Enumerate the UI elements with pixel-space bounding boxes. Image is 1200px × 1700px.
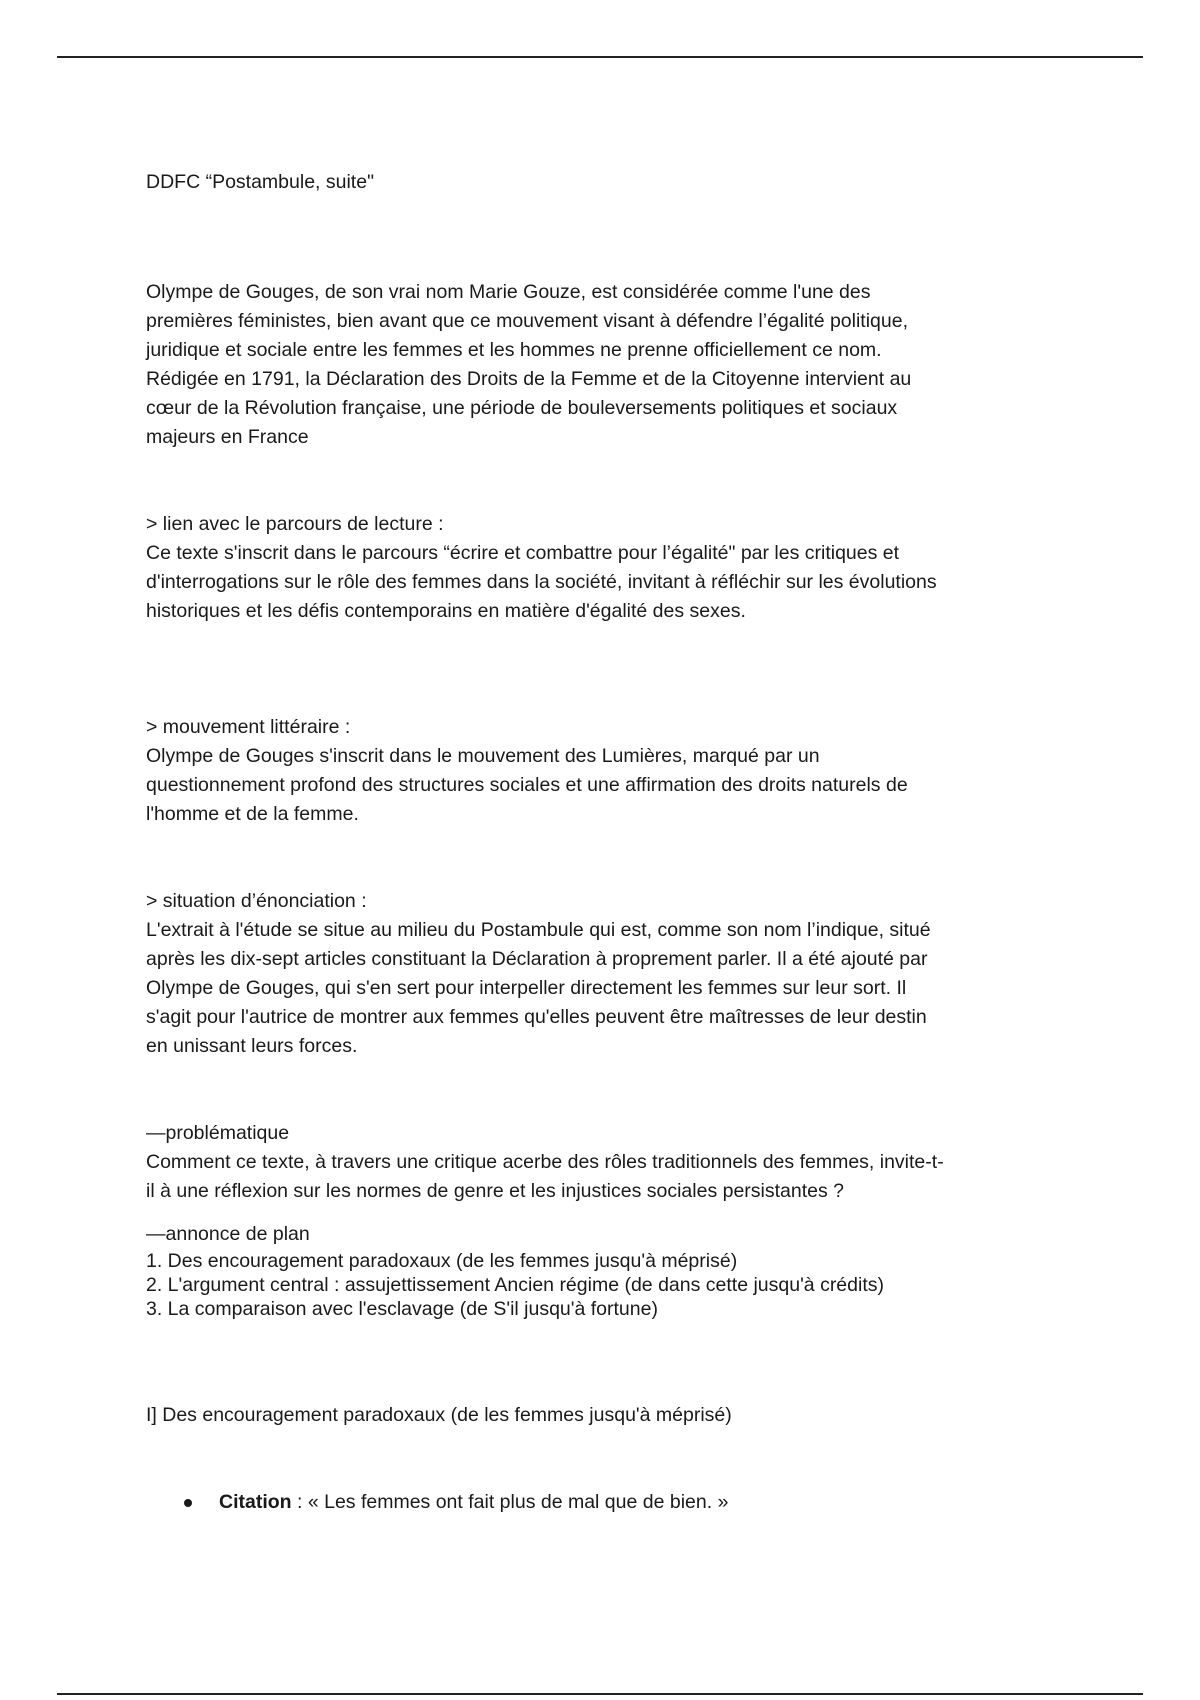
citation-text: : « Les femmes ont fait plus de mal que de bien. »	[291, 1491, 729, 1513]
intro-line: majeurs en France	[146, 426, 309, 448]
lien-heading: > lien avec le parcours de lecture :	[146, 513, 444, 535]
bullet-list	[146, 1488, 1076, 1517]
intro-line: cœur de la Révolution française, une période de bouleversements politiques et sociaux	[146, 397, 898, 419]
top-rule	[57, 56, 1143, 58]
problematique-section	[146, 1119, 1076, 1206]
situation-line: en unissant leurs forces.	[146, 1035, 358, 1057]
mouvement-section	[146, 713, 1076, 829]
plan-item: 3. La comparaison avec l'esclavage (de S'il jusqu'à fortune)	[146, 1298, 658, 1320]
problematique-line: Comment ce texte, à travers une critique acerbe des rôles traditionnels des femmes, invite-t-	[146, 1151, 944, 1173]
document-title: DDFC “Postambule, suite"	[146, 171, 374, 193]
plan-list	[146, 1249, 1076, 1321]
situation-line: après les dix-sept articles constituant la Déclaration à proprement parler. Il a été ajouté par	[146, 948, 928, 970]
plan-item: 1. Des encouragement paradoxaux (de les femmes jusqu'à méprisé)	[146, 1250, 738, 1272]
problematique-line: il à une réflexion sur les normes de genre et les injustices sociales persistantes ?	[146, 1180, 845, 1202]
mouvement-line: l'homme et de la femme.	[146, 803, 359, 825]
intro-line: Rédigée en 1791, la Déclaration des Droits de la Femme et de la Citoyenne intervient au	[146, 368, 912, 390]
section-heading: I] Des encouragement paradoxaux (de les femmes jusqu'à méprisé)	[146, 1404, 732, 1426]
mouvement-heading: > mouvement littéraire :	[146, 716, 351, 738]
document-body	[146, 168, 1076, 1517]
plan-section	[146, 1220, 1076, 1321]
problematique-heading: —problématique	[146, 1122, 290, 1144]
lien-line: d'interrogations sur le rôle des femmes dans la société, invitant à réfléchir sur les évolutions	[146, 571, 937, 593]
plan-heading: —annonce de plan	[146, 1223, 310, 1245]
situation-section	[146, 887, 1076, 1061]
intro-paragraph	[146, 278, 1076, 452]
lien-section	[146, 510, 1076, 626]
bullet-item	[146, 1488, 1076, 1517]
bullet-dot-icon	[184, 1499, 192, 1507]
situation-line: s'agit pour l'autrice de montrer aux femmes qu'elles peuvent être maîtresses de leur destin	[146, 1006, 927, 1028]
bottom-rule	[57, 1693, 1143, 1695]
intro-line: Olympe de Gouges, de son vrai nom Marie Gouze, est considérée comme l'une des	[146, 281, 871, 303]
lien-line: Ce texte s'inscrit dans le parcours “écrire et combattre pour l’égalité" par les critiques et	[146, 542, 900, 564]
mouvement-line: questionnement profond des structures sociales et une affirmation des droits naturels de	[146, 774, 908, 796]
lien-line: historiques et les défis contemporains en matière d'égalité des sexes.	[146, 600, 746, 622]
situation-line: L'extrait à l'étude se situe au milieu du Postambule qui est, comme son nom l’indique, situé	[146, 919, 931, 941]
plan-item: 2. L'argument central : assujettissement Ancien régime (de dans cette jusqu'à crédits)	[146, 1274, 884, 1296]
intro-line: juridique et sociale entre les femmes et les hommes ne prenne officiellement ce nom.	[146, 339, 882, 361]
intro-line: premières féministes, bien avant que ce mouvement visant à défendre l’égalité politique,	[146, 310, 909, 332]
mouvement-line: Olympe de Gouges s'inscrit dans le mouvement des Lumières, marqué par un	[146, 745, 820, 767]
citation-label: Citation	[219, 1491, 292, 1513]
situation-line: Olympe de Gouges, qui s'en sert pour interpeller directement les femmes sur leur sort. Il	[146, 977, 907, 999]
situation-heading: > situation d’énonciation :	[146, 890, 367, 912]
